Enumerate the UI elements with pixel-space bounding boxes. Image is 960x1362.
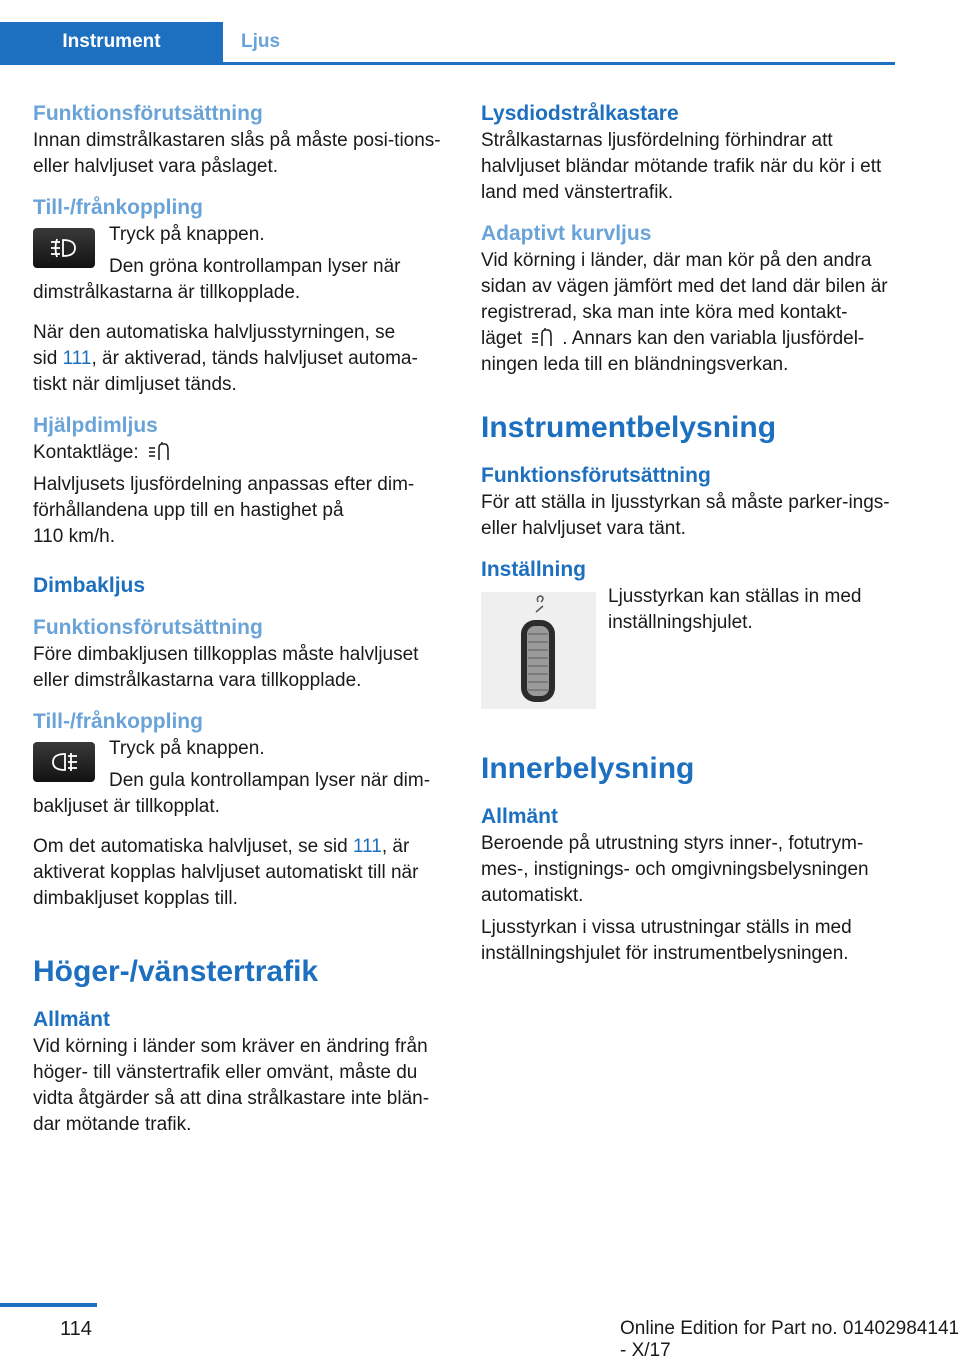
text-aux-a: Halvljusets ljusfördelning anpassas efter dim- — [33, 474, 415, 495]
footer-rule — [0, 1303, 97, 1307]
tab-ljus[interactable]: Ljus — [240, 31, 281, 52]
text-interior2: Ljusstyrkan i vissa utrustningar ställs in med inställningshjulet för instrumentbelysningen. — [481, 917, 852, 964]
text-contact: Kontaktläge: — [33, 440, 448, 466]
chapter-tabs — [0, 22, 895, 65]
text-aux-b: förhållandena upp till en hastighet på — [33, 500, 344, 521]
thumbwheel-image — [481, 592, 596, 709]
edition-note: Online Edition for Part no. 01402984141 - X/17 — [620, 1318, 960, 1361]
rear-fog-figure — [33, 736, 448, 794]
heading-aux-fog: Hjälpdimljus — [33, 414, 158, 437]
text-green-lamp-b: dimstrålkastarna är tillkopplade. — [33, 282, 301, 303]
heading-setting: Inställning — [481, 558, 586, 581]
text-aux-c: 110 km/h. — [33, 526, 116, 547]
text-interior1: Beroende på utrustning styrs inner-, fotutrym-mes-, instignings- och omgivningsbelysningen automatiskt. — [481, 833, 869, 906]
text-adaptive-b: läget . Annars kan den variabla ljusfördel- — [481, 328, 865, 349]
heading-general-2: Allmänt — [481, 805, 559, 828]
heading-toggle-2: Till-/frånkoppling — [33, 710, 203, 733]
text-auto2: Om det automatiska halvljuset, se sid 111, är aktiverat kopplas halvljuset automatiskt till när dimbakljuset kopplas till. — [33, 836, 419, 909]
text-traffic: Vid körning i länder som kräver en ändring från höger- till vänstertrafik eller omvänt, måste du vidta åtgärder så att dina strålkastare inte blän-dar mötande trafik. — [33, 1036, 430, 1135]
text-setting: Ljusstyrkan kan ställas in med inställningshjulet. — [608, 586, 862, 633]
page-number: 114 — [60, 1318, 92, 1340]
fog-light-figure — [33, 222, 448, 280]
text-adaptive-c: ningen leda till en bländningsverkan. — [481, 354, 789, 375]
text-led: Strålkastarnas ljusfördelning förhindrar att halvljuset bländar mötande trafik när du kör i ett land med vänstertrafik. — [481, 130, 882, 203]
rear-fog-button-icon — [33, 742, 95, 782]
heading-led: Lysdiodstrålkastare — [481, 102, 679, 125]
ignition-icon-2 — [530, 326, 554, 348]
text-func3: För att ställa in ljusstyrkan så måste parker-ings- eller halvljuset vara tänt. — [481, 492, 890, 539]
text-auto1-b: sid 111, är aktiverad, tänds halvljuset automa- — [33, 348, 418, 369]
heading-function-prereq-2: Funktionsförutsättning — [33, 616, 263, 639]
front-fog-button-icon — [33, 228, 95, 268]
heading-function-prereq-3: Funktionsförutsättning — [481, 464, 711, 487]
text-auto1-c: tiskt när dimljuset tänds. — [33, 374, 237, 395]
left-column — [33, 100, 448, 1138]
text-yellow-lamp-b: bakljuset är tillkopplat. — [33, 796, 220, 817]
text-auto1-a: När den automatiska halvljusstyrningen, se — [33, 322, 396, 343]
text-adaptive-a: Vid körning i länder, där man kör på den andra sidan av vägen jämfört med det land där bilen är registrerad, ska man inte köra med kontakt- — [481, 250, 888, 323]
text-green-lamp-a: Den gröna kontrollampan lyser när — [109, 256, 401, 277]
heading-adaptive: Adaptivt kurvljus — [481, 222, 652, 245]
heading-toggle: Till-/frånkoppling — [33, 196, 203, 219]
ignition-icon — [147, 440, 171, 462]
heading-function-prereq: Funktionsförutsättning — [33, 102, 263, 125]
heading-traffic: Höger-/vänstertrafik — [33, 955, 319, 988]
right-column — [481, 100, 901, 967]
text-press2: Tryck på knappen. — [109, 738, 265, 759]
text-func1: Innan dimstrålkastaren slås på måste posi-tions- eller halvljuset vara påslaget. — [33, 130, 441, 177]
heading-rear-fog: Dimbakljus — [33, 574, 146, 597]
text-yellow-lamp-a: Den gula kontrollampan lyser när dim- — [109, 770, 431, 791]
page-ref-link-2[interactable]: 111 — [352, 836, 382, 857]
thumbwheel-figure — [481, 584, 901, 719]
tab-instrument[interactable]: Instrument — [0, 22, 223, 62]
heading-general: Allmänt — [33, 1008, 111, 1031]
text-func2: Före dimbakljusen tillkopplas måste halvljuset eller dimstrålkastarna vara tillkopplade. — [33, 644, 419, 691]
page-ref-link[interactable]: 111 — [62, 348, 92, 369]
heading-instrument-lighting: Instrumentbelysning — [481, 411, 777, 444]
text-press1: Tryck på knappen. — [109, 224, 265, 245]
heading-interior-lighting: Innerbelysning — [481, 752, 695, 785]
